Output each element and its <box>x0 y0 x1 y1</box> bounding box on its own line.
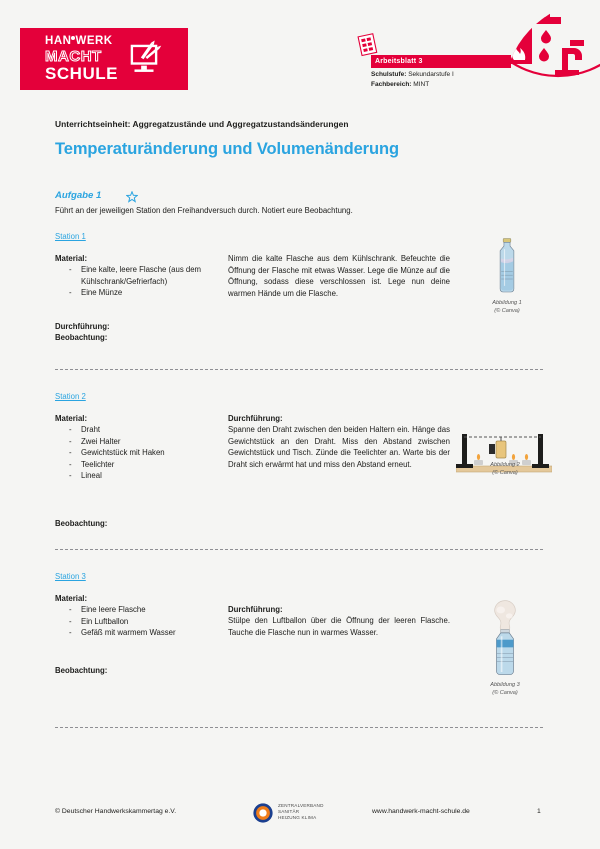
figure-3-credit: (© Canva) <box>492 689 518 696</box>
station-1-beobachtung-label: Beobachtung: <box>55 333 108 342</box>
list-item: - Gewichtstück mit Haken <box>55 447 210 459</box>
list-item: - Zwei Halter <box>55 436 210 448</box>
monitor-pencil-icon <box>125 40 163 78</box>
station-3-material-label: Material: <box>55 594 88 603</box>
list-item: - Eine Münze <box>55 287 210 299</box>
figure-2-credit: (© Canva) <box>492 469 518 476</box>
figure-3-caption <box>470 682 540 697</box>
footer-copyright: © Deutscher Handwerkskammertag e.V. <box>55 808 177 815</box>
station-3-instructions: Stülpe den Luftballon über die Öffnung der leeren Flasche. Tauche die Flasche nun in warmes Wasser. <box>228 616 450 637</box>
station-2-material-list <box>55 424 210 482</box>
station-3-heading: Station 3 <box>55 572 86 581</box>
worksheet-page-icon <box>357 33 379 57</box>
station-2-durchfuehrung-label: Durchführung: <box>228 414 283 423</box>
meta-fachbereich-key: Fachbereich: <box>371 80 412 88</box>
figure-1-caption <box>472 300 542 315</box>
zvshk-line-2: SANITÄR <box>278 809 300 814</box>
list-item: - Gefäß mit warmem Wasser <box>55 627 210 639</box>
station-2-instructions: Spanne den Draht zwischen den beiden Haltern ein. Hänge das Gewichtstück an den Draht. Miss den Abstand zwischen Gewichtstück und Tisch. Zünde die Teelichter an. Warte bis der Draht sich erwärmt hat und miss den Abstand erneut. <box>228 425 450 469</box>
list-item: - Eine kalte, leere Flasche (aus dem Kühlschrank/Gefrierfach) <box>55 264 210 287</box>
figure-3-title: Abbildung 3 <box>490 682 520 688</box>
page-header <box>0 0 600 105</box>
station-3-beobachtung-label: Beobachtung: <box>55 666 108 675</box>
meta-schulstufe <box>371 70 454 80</box>
meta-schulstufe-key: Schulstufe: <box>371 71 407 78</box>
figure-1-title: Abbildung 1 <box>492 300 522 306</box>
zvshk-line-3: HEIZUNG KLIMA <box>278 815 317 820</box>
meta-fachbereich-value: MINT <box>413 80 430 88</box>
divider-1 <box>55 369 543 370</box>
station-1-material-list <box>55 264 210 299</box>
divider-3 <box>55 727 543 728</box>
list-item: - Teelichter <box>55 459 210 471</box>
unit-subtitle: Unterrichtseinheit: Aggregatzustände und Aggregatzustandsänderungen <box>55 119 349 129</box>
plumbing-heating-semicircle-icon <box>500 0 600 86</box>
station-3-material-list <box>55 604 210 639</box>
zvshk-line-1: ZENTRALVERBAND <box>278 803 324 808</box>
handwerk-macht-schule-logo <box>20 28 188 90</box>
logo-line-macht: MACHT <box>45 48 102 66</box>
station-1-instructions: Nimm die kalte Flasche aus dem Kühlschrank. Befeuchte die Öffnung der Flasche mit etwas Wasser. Lege die Münze auf die Öffnung, sodass diese verschlossen ist. Lege nun deine warmen Hände um die Flasche. <box>228 254 450 298</box>
station-2-beobachtung-label: Beobachtung: <box>55 519 108 528</box>
station-2-heading: Station 2 <box>55 392 86 401</box>
zvshk-logo-text <box>278 803 324 821</box>
meta-schulstufe-value: Sekundarstufe I <box>408 71 454 78</box>
divider-2 <box>55 549 543 550</box>
water-bottle-icon <box>494 236 520 301</box>
figure-2-caption <box>470 462 540 477</box>
station-2-material-label: Material: <box>55 414 88 423</box>
logo-line-schule: SCHULE <box>45 64 118 84</box>
station-1-material-label: Material: <box>55 254 88 263</box>
footer-website-url[interactable]: www.handwerk-macht-schule.de <box>372 808 470 815</box>
zvshk-partner-logo <box>252 801 352 827</box>
station-1-heading: Station 1 <box>55 232 86 241</box>
list-item: - Ein Luftballon <box>55 616 210 628</box>
header-meta <box>371 70 454 89</box>
list-item: - Eine leere Flasche <box>55 604 210 616</box>
task-label: Aufgabe 1 <box>55 190 102 201</box>
bottle-with-balloon-icon <box>488 596 522 685</box>
list-item: - Draht <box>55 424 210 436</box>
page-footer <box>0 794 600 849</box>
logo-line-handwerk: HAN WERK <box>45 34 113 47</box>
meta-fachbereich <box>371 80 454 90</box>
arbeitsblatt-label: Arbeitsblatt 3 <box>375 58 423 65</box>
station-3-durchfuehrung-label: Durchführung: <box>228 605 283 614</box>
figure-1-credit: (© Canva) <box>494 307 520 314</box>
station-1-durchfuehrung-label: Durchführung: <box>55 322 110 331</box>
task-description: Führt an der jeweiligen Station den Freihandversuch durch. Notiert eure Beobachtung. <box>55 206 353 215</box>
figure-2-title: Abbildung 2 <box>490 462 520 468</box>
list-item: - Lineal <box>55 470 210 482</box>
star-outline-icon <box>126 190 138 202</box>
page-title: Temperaturänderung und Volumenänderung <box>55 140 399 158</box>
footer-page-number: 1 <box>537 808 541 815</box>
